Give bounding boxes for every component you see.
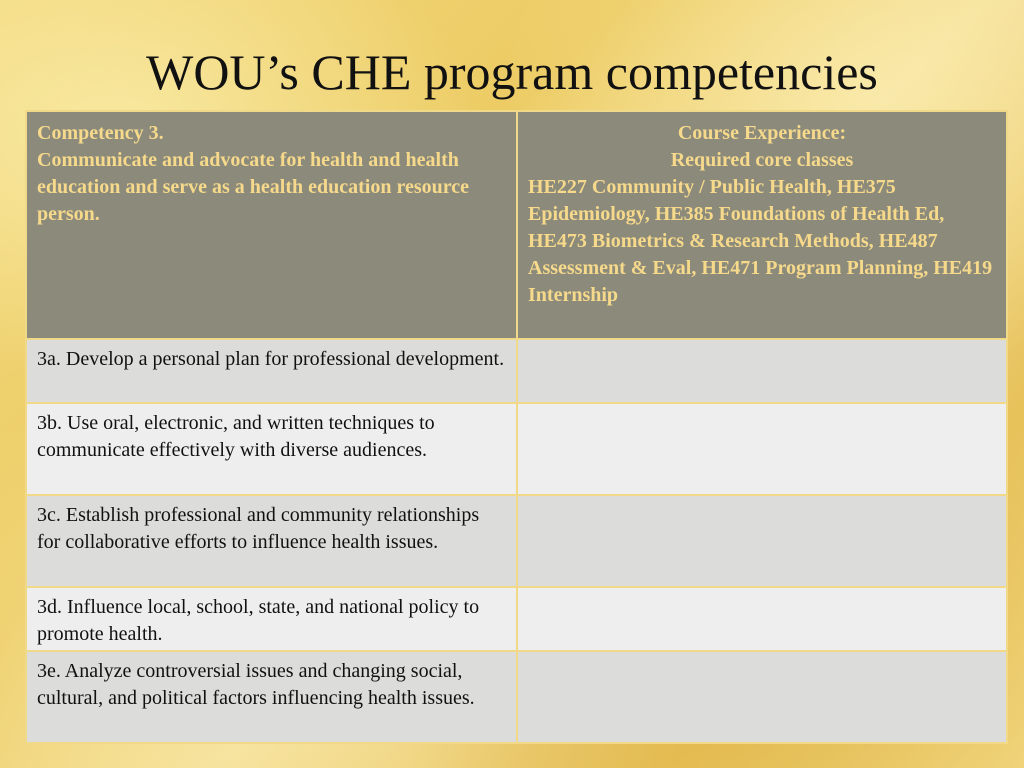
table-row: [26, 651, 1007, 743]
competency-number: Competency 3.: [37, 122, 164, 144]
header-competency-cell: [26, 111, 517, 339]
competency-table: [25, 110, 1008, 744]
competency-cell: 3a. Develop a personal plan for professional development.: [26, 339, 517, 403]
course-cell: [517, 403, 1007, 495]
competency-cell: 3d. Influence local, school, state, and national policy to promote health.: [26, 587, 517, 651]
competency-description: Communicate and advocate for health and health education and serve as a health education resource person.: [37, 149, 470, 225]
table-header-row: [26, 111, 1007, 339]
competency-cell: 3b. Use oral, electronic, and written techniques to communicate effectively with diverse audiences.: [26, 403, 517, 495]
course-experience-heading: Course Experience:: [677, 122, 847, 144]
competency-cell: 3c. Establish professional and community relationships for collaborative efforts to influence health issues.: [26, 495, 517, 587]
table-row: [26, 403, 1007, 495]
table-row: [26, 587, 1007, 651]
required-core-classes-heading: Required core classes: [670, 149, 854, 171]
table-row: [26, 339, 1007, 403]
course-cell: [517, 651, 1007, 743]
table-row: [26, 495, 1007, 587]
competency-cell: 3e. Analyze controversial issues and changing social, cultural, and political factors influencing health issues.: [26, 651, 517, 743]
course-cell: [517, 587, 1007, 651]
course-list: HE227 Community / Public Health, HE375 Epidemiology, HE385 Foundations of Health Ed, HE473 Biometrics & Research Methods, HE487 Assessment & Eval, HE471 Program Planning, HE419 Internship: [528, 176, 993, 306]
header-course-cell: [517, 111, 1007, 339]
course-cell: [517, 495, 1007, 587]
slide-title: WOU’s CHE program competencies: [146, 44, 878, 100]
course-cell: [517, 339, 1007, 403]
